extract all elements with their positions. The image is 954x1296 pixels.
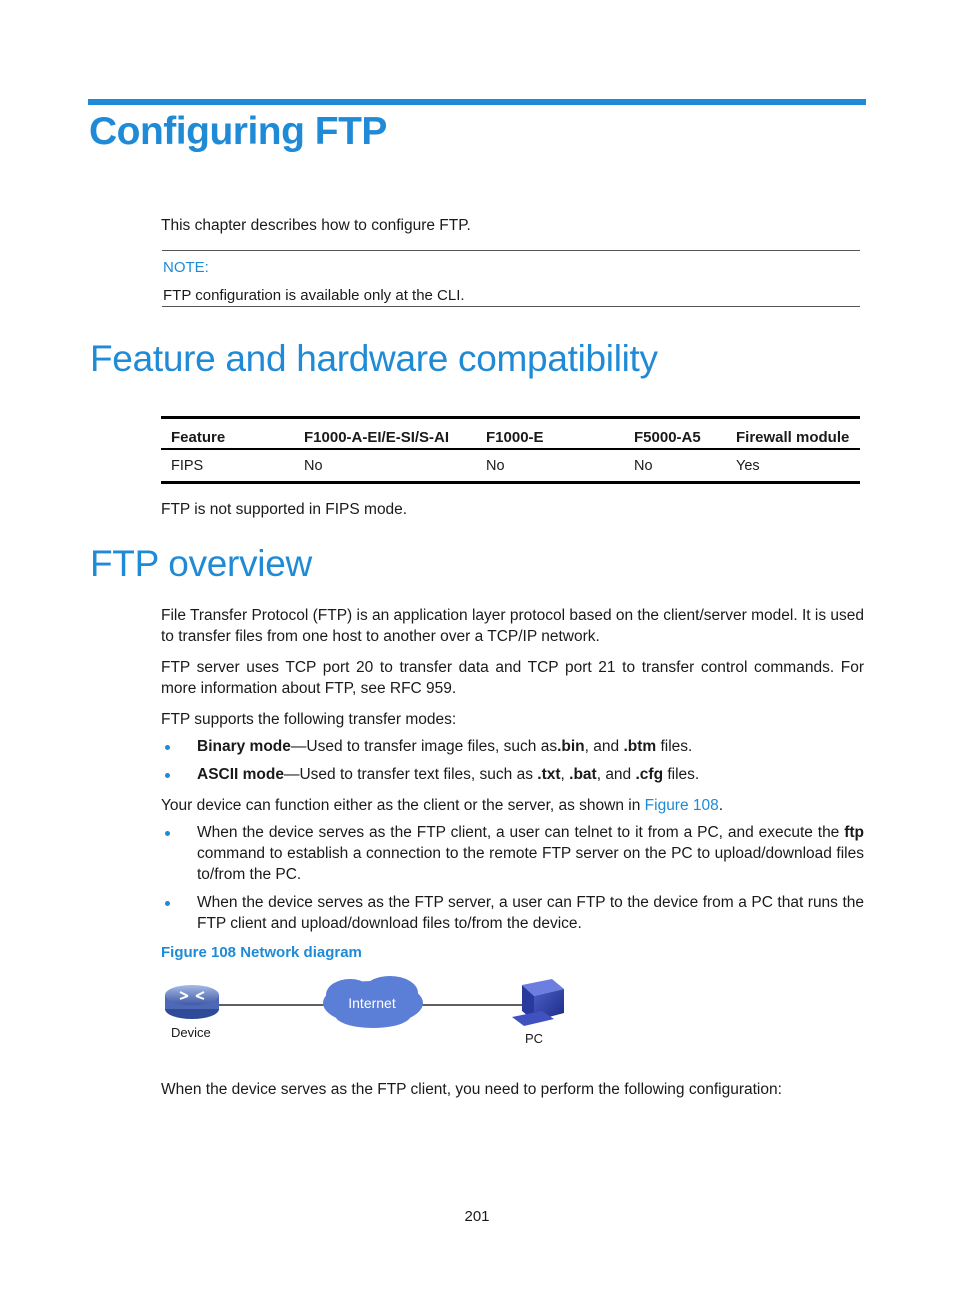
file-extension: .btm — [623, 738, 657, 755]
table-cell: FIPS — [171, 458, 204, 474]
command-ftp: ftp — [844, 824, 864, 841]
intro-text: This chapter describes how to configure FTP. — [161, 217, 471, 234]
overview-paragraph-2: FTP server uses TCP port 20 to transfer data and TCP port 21 to transfer control commands. For more information about FTP, see RFC 959. — [161, 659, 864, 697]
table-cell: No — [634, 458, 653, 474]
separator: , and — [584, 738, 624, 755]
note-bottom-rule — [162, 306, 860, 307]
table-header-row — [161, 418, 860, 450]
paragraph-end: . — [718, 797, 724, 814]
cloud-label: Internet — [348, 995, 396, 1011]
table-header-cell: F1000-A-EI/E-SI/S-AI — [304, 428, 450, 446]
mode-end: files. — [663, 766, 700, 783]
paragraph-text: Your device can function either as the client or the server, as shown in — [161, 797, 645, 814]
role-text: When the device serves as the FTP client, a user can telnet to it from a PC, and execute the — [197, 824, 845, 841]
table-row — [161, 449, 860, 483]
table-header-cell: Firewall module — [736, 428, 850, 446]
section-title-overview: FTP overview — [90, 543, 312, 584]
mode-end: files. — [656, 738, 693, 755]
router-icon — [165, 985, 219, 1019]
table-cell: Yes — [736, 458, 760, 474]
bullet-icon — [165, 831, 170, 836]
bullet-icon — [165, 745, 170, 750]
role-text: command to establish a connection to the remote FTP server on the PC to upload/download files to/from the PC. — [197, 845, 864, 883]
file-extension: .bin — [557, 738, 585, 755]
mode-description: —Used to transfer text files, such as — [283, 766, 538, 783]
chapter-title: Configuring FTP — [89, 110, 387, 153]
separator: , — [560, 766, 570, 783]
file-extension: .txt — [537, 766, 561, 783]
list-item-ftp-client — [197, 822, 864, 885]
list-item-ftp-server: When the device serves as the FTP server, a user can FTP to the device from a PC that runs the FTP client and upload/download files to/from the device. — [197, 894, 864, 932]
table-cell: No — [304, 458, 323, 474]
figure-108-link[interactable]: Figure 108 — [644, 797, 719, 814]
table-header-cell: Feature — [171, 428, 226, 446]
bullet-icon — [165, 773, 170, 778]
page-number: 201 — [464, 1208, 490, 1225]
section-title-compatibility: Feature and hardware compatibility — [90, 338, 658, 379]
table-header-cell: F1000-E — [486, 428, 544, 446]
note-top-rule — [162, 250, 860, 251]
chapter-rule — [88, 99, 866, 105]
term-ascii-mode: ASCII mode — [197, 766, 284, 783]
file-extension: .bat — [569, 766, 597, 783]
fips-note: FTP is not supported in FIPS mode. — [161, 501, 408, 518]
pc-label: PC — [525, 1031, 544, 1046]
figure-caption: Figure 108 Network diagram — [161, 944, 362, 961]
file-extension: .cfg — [635, 766, 664, 783]
mode-description: —Used to transfer image files, such as — [290, 738, 558, 755]
note-text: FTP configuration is available only at the CLI. — [163, 287, 465, 304]
compatibility-table — [161, 416, 860, 484]
closing-text: When the device serves as the FTP client, you need to perform the following configuration: — [161, 1081, 782, 1098]
overview-paragraph-3: FTP supports the following transfer modes: — [161, 711, 457, 728]
table-cell: No — [486, 458, 505, 474]
pc-icon — [512, 979, 564, 1026]
list-item-binary-mode — [197, 736, 864, 757]
device-label: Device — [171, 1025, 211, 1040]
separator: , and — [596, 766, 636, 783]
note-label: NOTE: — [163, 259, 209, 276]
bullet-icon — [165, 901, 170, 906]
overview-paragraph-1: File Transfer Protocol (FTP) is an application layer protocol based on the client/server model. It is used to transfer files from one host to another over a TCP/IP network. — [161, 607, 864, 645]
term-binary-mode: Binary mode — [197, 738, 291, 755]
list-item-ascii-mode — [197, 764, 864, 785]
table-header-cell: F5000-A5 — [634, 428, 701, 446]
overview-paragraph-4 — [161, 795, 864, 816]
